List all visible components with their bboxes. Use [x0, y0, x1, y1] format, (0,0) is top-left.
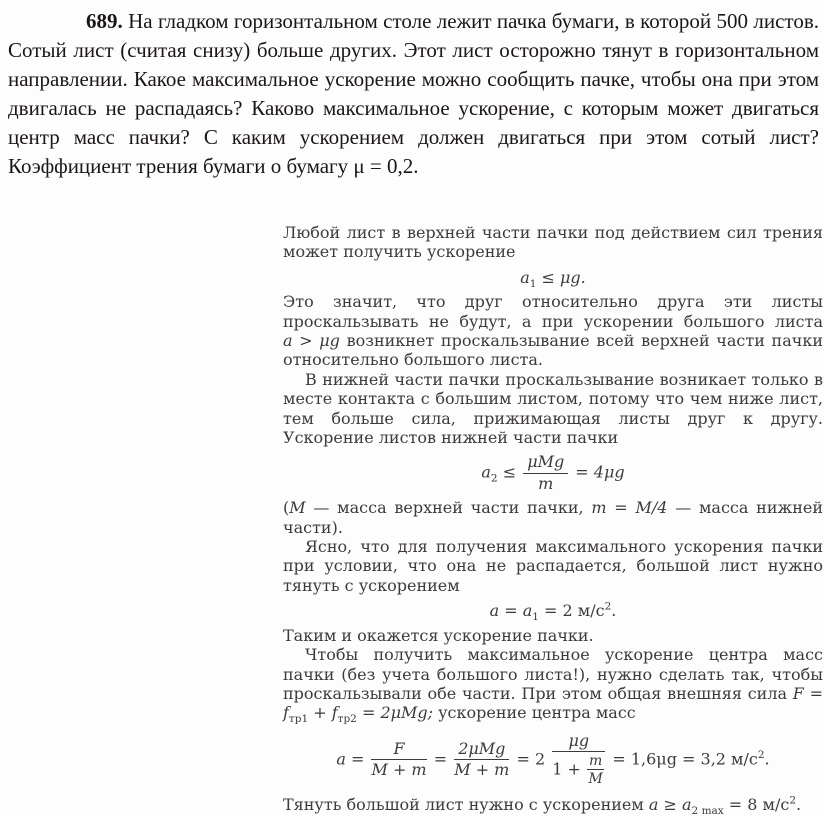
solution-paragraph-7 — [283, 645, 824, 726]
math-a-eq-a1: a = a — [489, 601, 533, 621]
formula-period-2: . — [764, 749, 770, 769]
fraction-denominator-M-plus-m-2: M + m — [454, 760, 510, 780]
fraction-mug-over-1-plus-m-over-M — [552, 732, 605, 788]
problem-statement — [0, 0, 824, 181]
result-values: = 1,6μg = 3,2 м/с — [607, 749, 758, 769]
a1-subscript: 1 — [532, 611, 539, 624]
var-a1: a — [520, 267, 530, 287]
squared-exponent-2: 2 — [757, 748, 765, 761]
nested-fraction-m-over-M — [587, 753, 604, 787]
paragraph-4-open: ( — [283, 498, 290, 518]
var-a2-subscript: 2 — [490, 473, 498, 486]
formula-a1-max — [283, 267, 823, 290]
relation-leq: ≤ — [536, 267, 561, 287]
solution-paragraph-2 — [283, 292, 823, 370]
nested-numerator-m: m — [589, 753, 603, 770]
var-M: M — [289, 498, 306, 518]
fraction-numerator-mug: μg — [552, 732, 605, 752]
solution-block — [283, 223, 823, 815]
fraction-numerator-F: F — [371, 740, 426, 760]
paragraph-8-text-a: Тянуть большой лист нужно с ускорением — [283, 795, 649, 815]
value-mu-g: μg. — [560, 267, 586, 287]
formula-a-equals-2 — [283, 600, 823, 624]
friction-2-subscript: тр2 — [337, 713, 357, 726]
value-2-ms2: = 2 м/с — [538, 601, 605, 621]
fraction-2muMg-over-M-plus-m — [454, 740, 509, 780]
fraction-denominator-M-plus-m: M + m — [371, 760, 427, 780]
problem-text: На гладком горизонтальном столе лежит пачка бумаги, в которой 500 листов. Сотый лист (считая снизу) больше других. Этот лист осторожно тянут в горизонтальном направлении. Какое максимальное ускорение можно сообщить пачке, чтобы она при этом двигалась не распадаясь? Каково максимальное ускорение, с которым может двигаться центр масс пачки? С каким ускорением должен двигаться при этом сотый лист? Коэффициент трения бумаги о бумагу μ = 0,2. — [8, 9, 819, 178]
paragraph-4-text-a: — масса верхней части пачки, — [305, 498, 592, 518]
math-F-eq-f: F = f — [283, 683, 824, 723]
paragraph-2-text-a: Это значит, что друг относительно друга эти листы проскальзывать не будут, а при ускорении большого листа — [283, 292, 823, 331]
paragraph-4-text-b: — масса нижней части). — [283, 498, 824, 537]
formula-center-of-mass-acceleration — [283, 732, 823, 788]
friction-1-subscript: тр1 — [288, 713, 309, 726]
relation-leq-2: ≤ — [497, 462, 522, 482]
fraction-denominator-1-plus-mM — [552, 752, 605, 787]
nested-denominator-M: M — [588, 771, 603, 788]
fraction-F-over-M-plus-m — [371, 740, 426, 780]
math-plus-f: + f — [308, 703, 338, 723]
value-8-ms2: = 8 м/с — [723, 795, 790, 815]
solution-paragraph-8 — [283, 794, 823, 817]
equals-2-coefficient: = 2 — [511, 749, 551, 769]
math-a-geq-a2max: a ≥ a — [648, 795, 692, 815]
solution-paragraph-1: Любой лист в верхней части пачки под действием сил трения может получить ускорение — [283, 223, 823, 262]
a2max-subscript: 2 max — [691, 805, 724, 817]
fraction-denominator: m — [538, 473, 554, 493]
var-a1-subscript: 1 — [529, 278, 537, 290]
solution-paragraph-6: Таким и окажется ускорение пачки. — [283, 625, 594, 645]
sentence-period: . — [796, 795, 802, 815]
formula-a2-max — [283, 453, 823, 493]
problem-number: 689. — [86, 9, 123, 33]
value-4mug: = 4μg — [570, 462, 625, 482]
paragraph-2-text-b: возникнет проскальзывание всей верхней части пачки относительно большого листа. — [283, 331, 823, 370]
squared-exponent: 2 — [604, 600, 612, 613]
inline-math-m-eq-M4: m = M/4 — [591, 498, 668, 518]
paragraph-7-text-a: Чтобы получить максимальное ускорение центра масс пачки (без учета большого листа!), нужно сделать так, чтобы проскальзывали обе части. При этом общая внешняя сила — [283, 645, 823, 703]
solution-paragraph-3: В нижней части пачки проскальзывание возникает только в месте контакта с большим листом, потому что чем ниже лист, тем больше сила, прижимающая листы друг к другу. Ускорение листов нижней части пачки — [283, 369, 823, 448]
fraction-muMg-over-m — [523, 453, 568, 493]
solution-paragraph-4 — [283, 498, 823, 537]
fraction-numerator: μMg — [523, 453, 568, 473]
squared-exponent-3: 2 — [789, 794, 797, 807]
math-a-equals: a = — [336, 749, 370, 769]
fraction-numerator-2muMg: 2μMg — [454, 740, 509, 760]
inline-math-a-gt-mug: a > μg — [283, 331, 340, 351]
formula-period: . — [611, 601, 617, 621]
solution-paragraph-5: Ясно, что для получения максимального ускорения пачки при условии, что она не распадается, большой лист нужно тянуть с ускорением — [283, 537, 823, 595]
equals-sign-1: = — [428, 749, 453, 769]
var-a2: a — [481, 462, 491, 482]
math-eq-2muMg: = 2μMg; — [356, 703, 434, 723]
paragraph-7-text-b: ускорение центра масс — [433, 703, 636, 723]
denominator-1-plus: 1 + — [552, 759, 586, 779]
